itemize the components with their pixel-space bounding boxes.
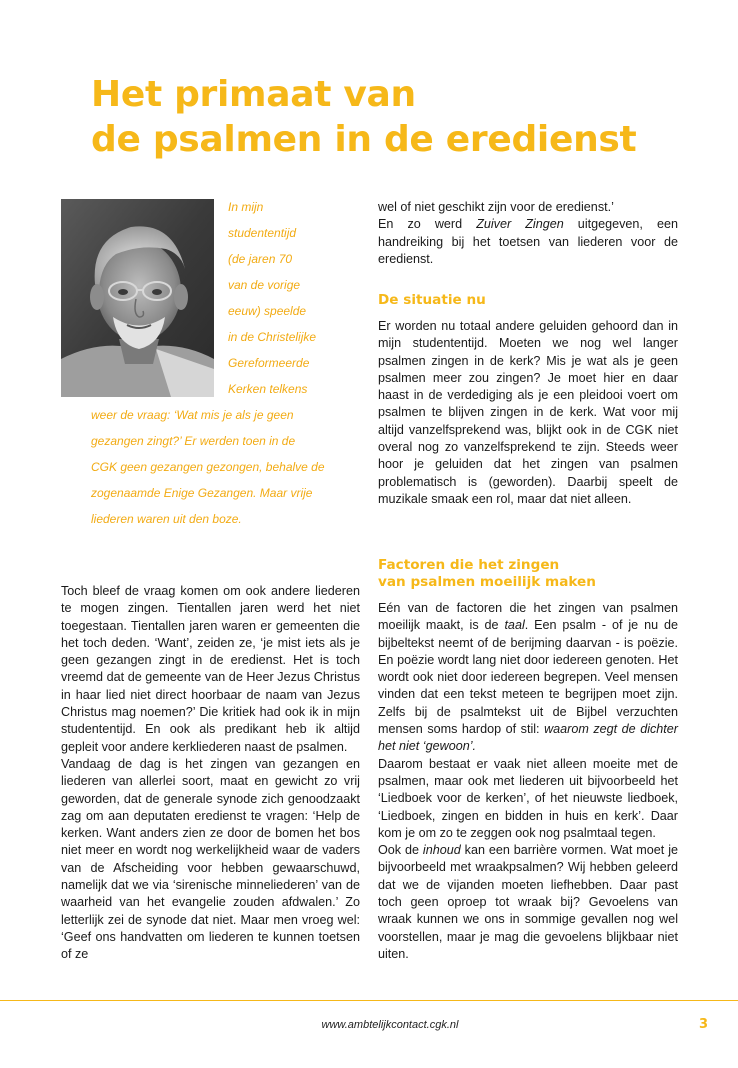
footer-divider bbox=[0, 1000, 738, 1001]
portrait-photo-icon bbox=[61, 199, 214, 397]
heading-line-1: Factoren die het zingen bbox=[378, 557, 560, 573]
section-heading-situatie: De situatie nu bbox=[378, 292, 486, 308]
text-run: uitgegeven, een handreiking bij het toetsen van liederen voor de eredienst. bbox=[378, 217, 679, 266]
text-run: En zo werd bbox=[378, 217, 477, 232]
title-line-1: Het primaat van bbox=[91, 74, 416, 115]
intro-line: In mijn bbox=[228, 200, 264, 214]
intro-line: zogenaamde Enige Gezangen. Maar vrije bbox=[91, 486, 313, 500]
right-column-situatie bbox=[378, 318, 678, 508]
intro-line: van de vorige bbox=[228, 278, 301, 292]
body-paragraph bbox=[378, 216, 678, 268]
emphasis: inhoud bbox=[422, 843, 461, 858]
body-paragraph: wel of niet geschikt zijn voor de eredienst.’ bbox=[378, 200, 614, 214]
book-title: Zuiver Zingen bbox=[476, 217, 564, 232]
intro-line: weer de vraag: ‘Wat mis je als je geen bbox=[91, 408, 294, 422]
intro-line: liederen waren uit den boze. bbox=[91, 512, 242, 526]
body-paragraph: Daarom bestaat er vaak niet alleen moeite met de psalmen, maar ook met liederen uit bijvoorbeeld het ‘Liedboek voor de kerken’, of het nieuwste liedboek, ‘Liedboek, zingen en bidden in huis en kerk’. Daar kom je om zo te zeggen ook nog psalmtaal tegen. bbox=[378, 756, 678, 840]
text-run: . Een psalm - of je nu de bijbeltekst neemt of de berijming daarvan - is poëzie. En poëzie wordt lang niet door iedereen genoten. Het wordt ook niet door iedereen begrepen. Veel mensen vinden dat een tekst meteen te begrijpen moet zijn. Zelfs bij de psalmtekst uit de Bijbel verzuchten mensen soms hardop of stil: bbox=[378, 618, 678, 737]
intro-line: CGK geen gezangen gezongen, behalve de bbox=[91, 460, 325, 474]
right-column-factoren bbox=[378, 600, 678, 963]
text-run: Eén van de factoren die het zingen van psalmen moeilijk maakt, is de bbox=[378, 601, 678, 633]
text-run: kan een barrière vormen. Wat moet je bijvoorbeeld met wraakpsalmen? Wij hebben geleerd dat we de vijanden moeten liefhebben. Daar past toch geen oproep tot wraak bij? Gevoelens van wraak kunnen we ons in sommige gevallen nog wel voorstellen, maar je mag die gevoelens blijkbaar niet uiten. bbox=[378, 843, 679, 961]
body-paragraph: Toch bleef de vraag komen om ook andere liederen te mogen zingen. Tientallen jaren werd het niet toegestaan. Tientallen jaren waren er gemeenten die het toch deden. ‘Want’, zeiden ze, ‘je mist iets als je geen gezangen zingt in de eredienst. Het is toch vreemd dat de gemeente van de Heer Jezus Christus in haar lied niet direct hoorbaar de naam van Jezus Christus mag noemen?’ Die kritiek had ook ik in mijn studententijd. En ook als predikant heb ik altijd gepleit voor andere kerkliederen naast de psalmen. bbox=[61, 584, 360, 754]
body-paragraph: Vandaag de dag is het zingen van gezangen en liederen van allerlei soort, maat en gewicht zo vrij geworden, dat de generale synode zich genoodzaakt zag om aan deputaten eredienst te vragen: ‘Help de kerken. Want anders zien ze door de bomen het bos niet meer en wordt nog werkelijkheid waar de vaders van de Afscheiding voor hebben gewaarschuwd, namelijk dat we via ‘sirenische minneliederen’ van de waarheid van het evangelie zouden afdwalen.’ Zo letterlijk zei de synode dat niet. Maar men vroeg wel: ‘Geef ons handvatten om liederen te kunnen toetsen of ze bbox=[61, 756, 360, 962]
article-title bbox=[91, 72, 636, 162]
text-run: Ook de bbox=[378, 843, 423, 858]
quote: waarom zegt de dichter het niet ‘gewoon’. bbox=[378, 722, 678, 754]
body-paragraph bbox=[378, 600, 678, 756]
page-number: 3 bbox=[699, 1017, 709, 1032]
intro-line: gezangen zingt?’ Er werden toen in de bbox=[91, 434, 296, 448]
intro-line: Gereformeerde bbox=[228, 356, 310, 370]
intro-line: Kerken telkens bbox=[228, 382, 308, 396]
right-column-top bbox=[378, 199, 678, 268]
intro-line: studententijd bbox=[228, 226, 297, 240]
section-heading-factoren bbox=[378, 557, 596, 591]
body-paragraph bbox=[378, 842, 678, 963]
body-paragraph: Er worden nu totaal andere geluiden gehoord dan in mijn studententijd. Moeten we nog wel langer psalmen zingen in de kerk? Mis je wat als je geen psalmen meer zou zingen? Je moet hier en daar haast in de verdediging als je een pleidooi voert om psalmen te blijven zingen in de kerk. Wat voor mij altijd vanzelfsprekend was, blijkt ook in de CGK niet overal nog zo vanzelfsprekend te zijn. Steeds weer hoor je geluiden dat het zingen van psalmen problematisch is (geworden). Daarbij speelt de muzikale smaak een rol, maar dat niet alleen. bbox=[378, 319, 678, 506]
intro-line: in de Christelijke bbox=[228, 330, 317, 344]
emphasis: taal bbox=[504, 618, 525, 633]
left-column bbox=[61, 583, 360, 964]
heading-line-2: van psalmen moeilijk maken bbox=[378, 574, 596, 590]
title-line-2: de psalmen in de eredienst bbox=[91, 119, 637, 160]
footer-url: www.ambtelijkcontact.cgk.nl bbox=[321, 1019, 459, 1031]
intro-line: eeuw) speelde bbox=[228, 304, 307, 318]
intro-line: (de jaren 70 bbox=[228, 252, 293, 266]
